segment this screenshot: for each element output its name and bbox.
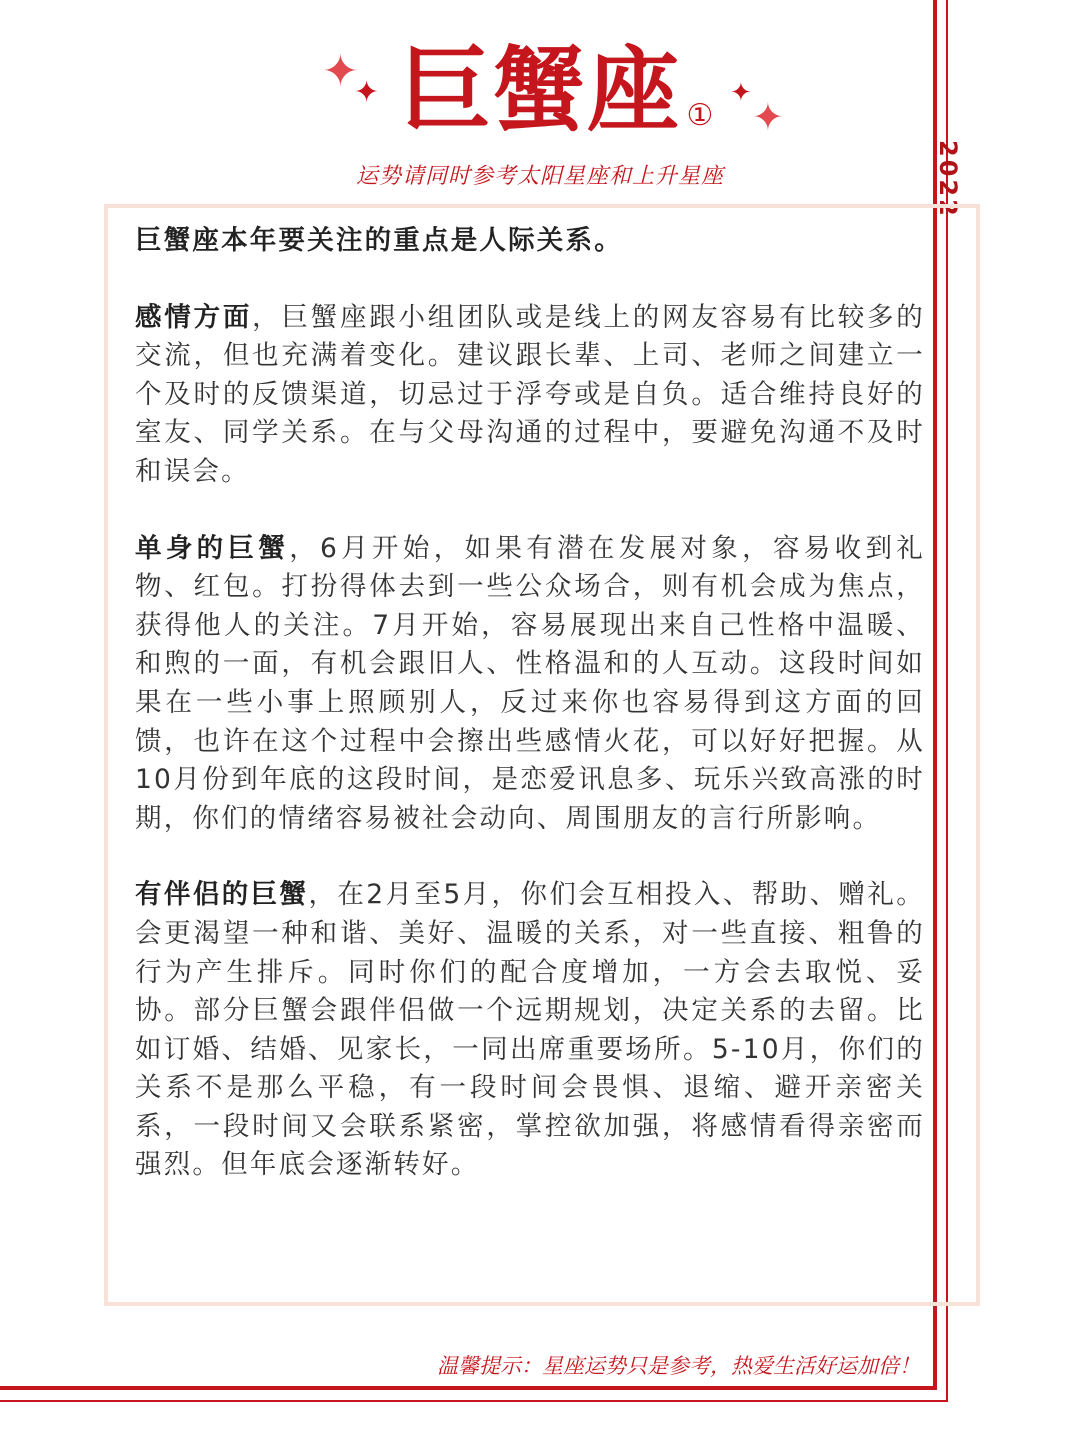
section-keyword: 有伴侣的巨蟹 [135, 879, 309, 911]
sparkle-icon: ✦ [354, 75, 380, 110]
sparkle-icon: ✦ [322, 46, 359, 97]
lead-text: 巨蟹座本年要关注的重点是人际关系。 [135, 225, 623, 256]
section-paragraph [135, 299, 925, 492]
section-paragraph [135, 530, 925, 839]
subtitle: 运势请同时参考太阳星座和上升星座 [355, 164, 724, 189]
sparkle-icon: ✦ [752, 95, 784, 139]
section-text: ，6月开始，如果有潜在发展对象，容易收到礼物、红包。打扮得体去到一些公众场合，则有机会成为焦点，获得他人的关注。7月开始，容易展现出来自己性格中温暖、和煦的一面，有机会跟旧人、性格温和的人互动。这段时间如果在一些小事上照顾别人，反过来你也容易得到这方面的回馈，也许在这个过程中会擦出些感情火花，可以好好把握。从10月份到年底的这段时间，是恋爱讯息多、玩乐兴致高涨的时期，你们的情绪容易被社会动向、周围朋友的言行所影响。 [135, 532, 925, 834]
section-text: ，在2月至5月，你们会互相投入、帮助、赠礼。会更渴望一种和谐、美好、温暖的关系，对一些直接、粗鲁的行为产生排斥。同时你们的配合度增加，一方会去取悦、妥协。部分巨蟹会跟伴侣做一个远期规划，决定关系的去留。比如订婚、结婚、见家长，一同出席重要场所。5-10月，你们的关系不是那么平稳，有一段时间会畏惧、退缩、避开亲密关系，一段时间又会联系紧密，掌控欲加强，将感情看得亲密而强烈。但年底会逐渐转好。 [135, 879, 926, 1181]
frame-line-bottom-inner [0, 1400, 948, 1402]
section-keyword: 感情方面 [135, 301, 253, 333]
article-body [135, 222, 925, 1223]
footer-tip: 温馨提示：星座运势只是参考，热爱生活好运加倍！ [437, 1354, 920, 1378]
sparkle-icon: ✦ [730, 78, 752, 108]
frame-line-bottom [0, 1386, 937, 1390]
section-paragraph [135, 876, 925, 1185]
lead-paragraph [135, 222, 925, 261]
section-text: ，巨蟹座跟小组团队或是线上的网友容易有比较多的交流，但也充满着变化。建议跟长辈、上司、老师之间建立一个及时的反馈渠道，切忌过于浮夸或是自负。适合维持良好的室友、同学关系。在与父母沟通的过程中，要避免沟通不及时和误会。 [135, 301, 925, 487]
year-label: 2022 [934, 140, 962, 219]
title-number: ① [686, 98, 714, 133]
section-keyword: 单身的巨蟹 [135, 532, 290, 564]
page-title: 巨蟹座 [398, 37, 681, 144]
